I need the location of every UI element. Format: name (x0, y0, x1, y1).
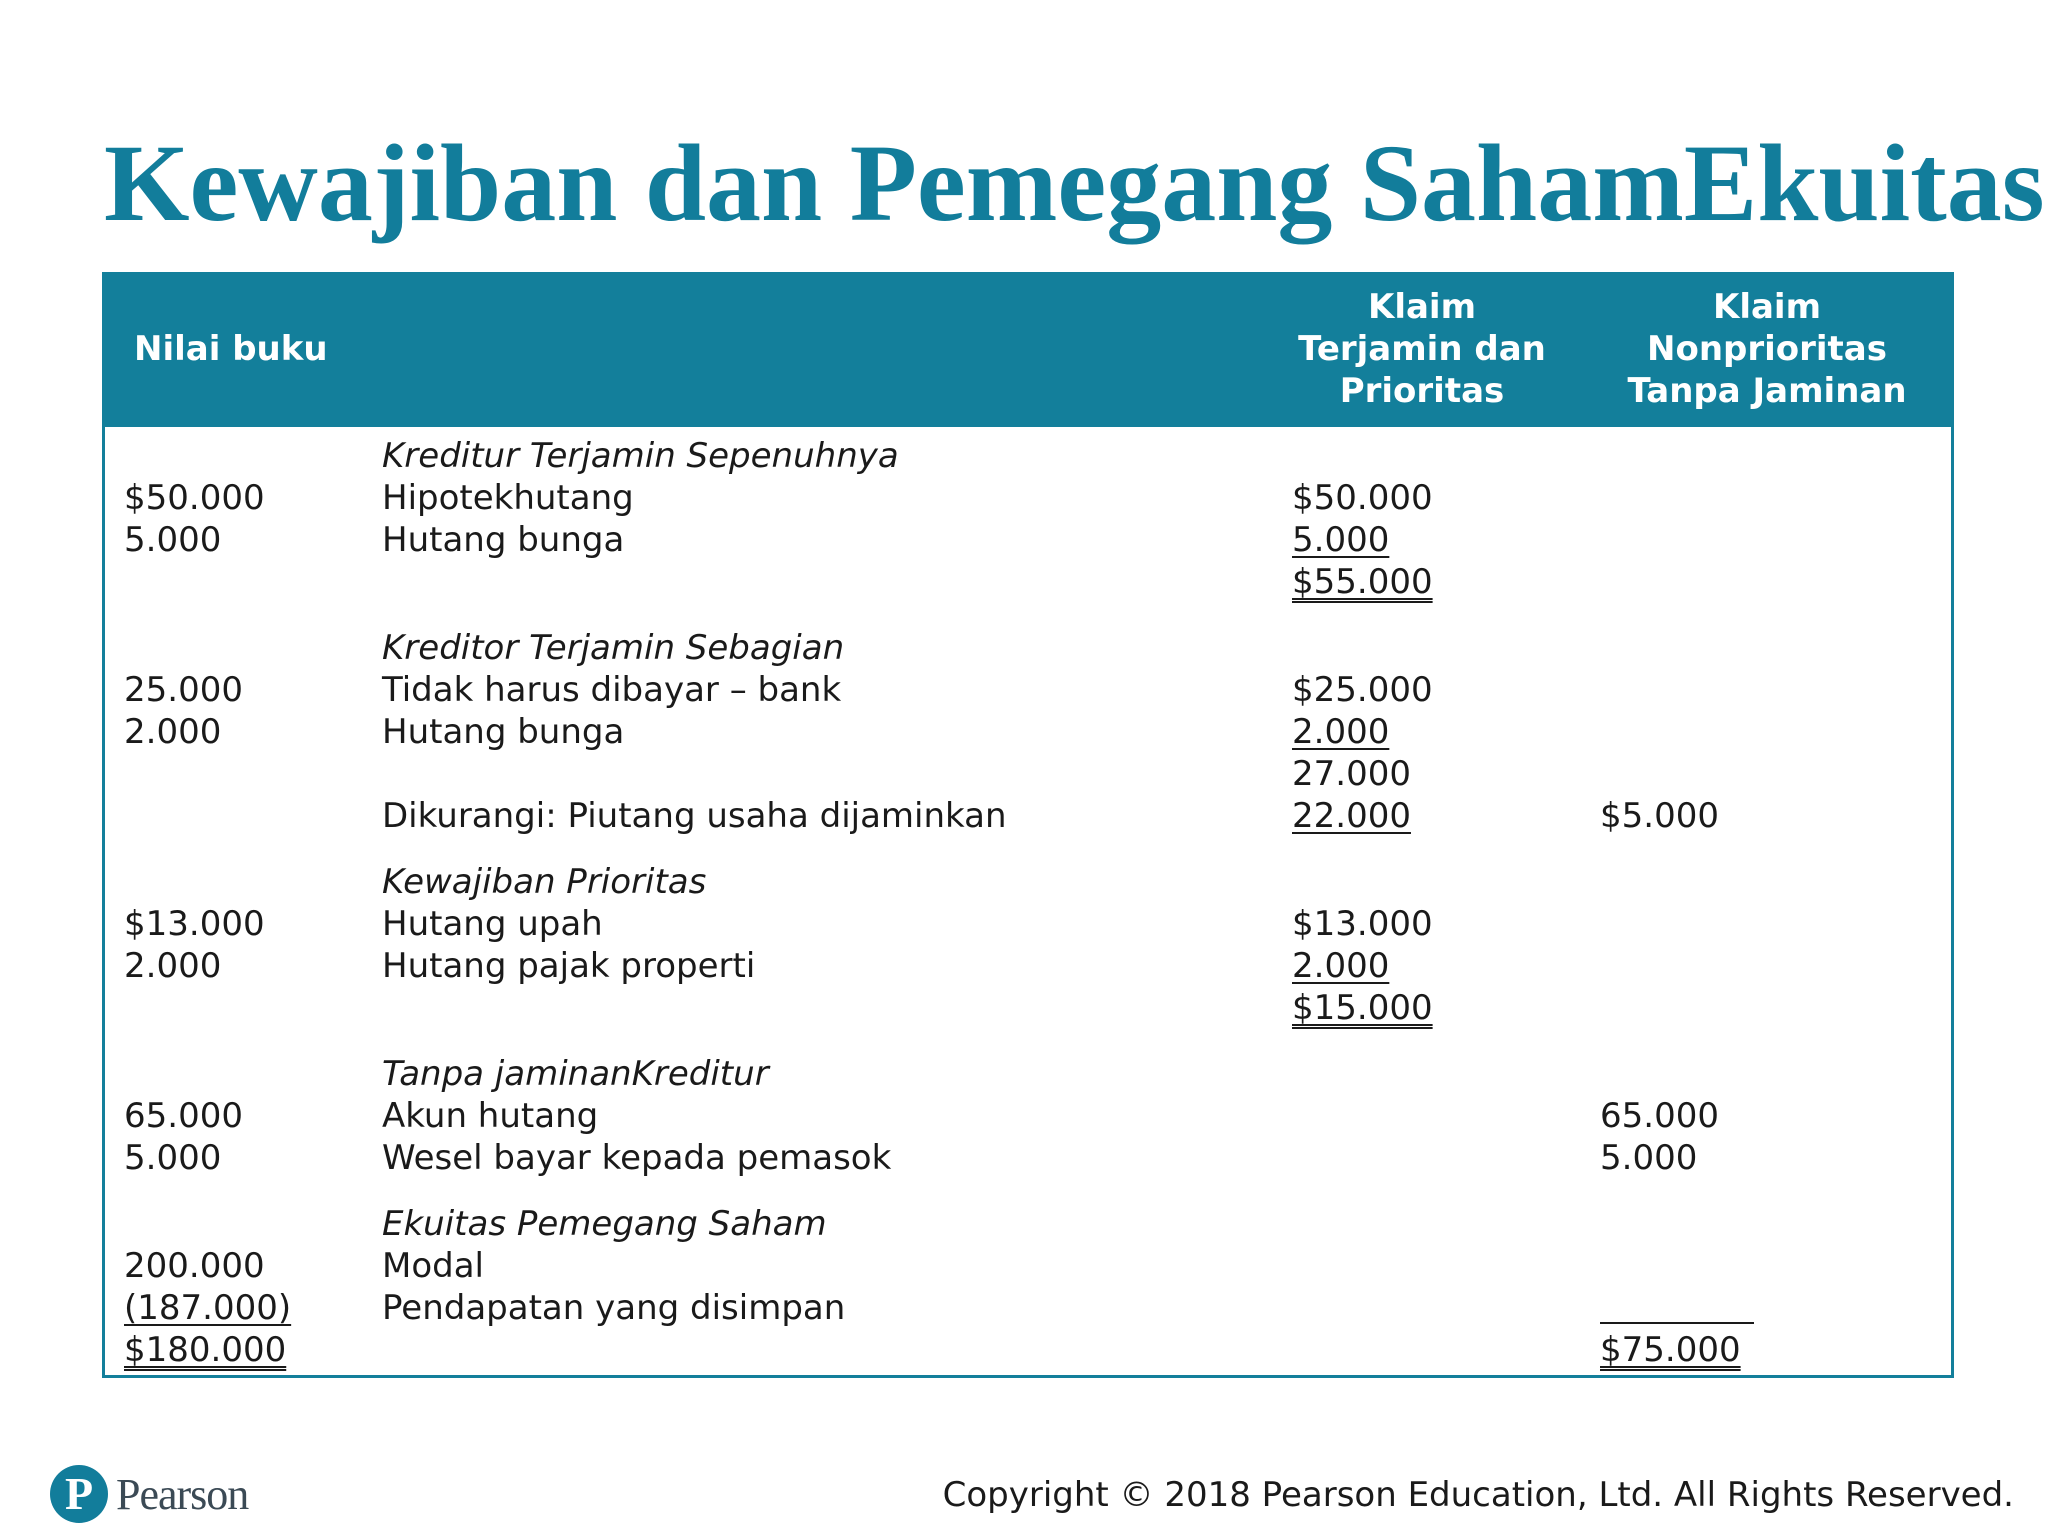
book-value: (187.000) (124, 1288, 292, 1328)
book-value: 200.000 (124, 1246, 265, 1286)
item-description: Akun hutang (382, 1096, 599, 1136)
pearson-logo-mark: P (50, 1465, 108, 1523)
book-value: 5.000 (124, 520, 222, 560)
unsecured-claim-value: $5.000 (1600, 796, 1719, 836)
table-body (102, 427, 1954, 1378)
unsecured-claim-total: $75.000 (1600, 1330, 1741, 1370)
section-heading-equity: Ekuitas Pemegang Saham (382, 1204, 827, 1244)
item-description: Hipotekhutang (382, 478, 634, 518)
secured-claim-value: 2.000 (1292, 712, 1390, 752)
book-value: 2.000 (124, 946, 222, 986)
item-description: Wesel bayar kepada pemasok (382, 1138, 892, 1178)
pearson-logo (50, 1462, 248, 1526)
page-title: Kewajiban dan Pemegang SahamEkuitas (104, 122, 2045, 244)
section-heading-fully-secured: Kreditur Terjamin Sepenuhnya (382, 436, 899, 476)
section-heading-partially-secured: Kreditor Terjamin Sebagian (382, 628, 845, 668)
item-description: Tidak harus dibayar – bank (382, 670, 842, 710)
copyright-notice: Copyright © 2018 Pearson Education, Ltd. All Rights Reserved. (942, 1475, 2014, 1515)
section-heading-priority: Kewajiban Prioritas (382, 862, 707, 902)
header-secured-priority-claims: Klaim Terjamin dan Prioritas (1298, 287, 1546, 411)
header-unsecured-nonpriority-claims: Klaim Nonprioritas Tanpa Jaminan (1627, 287, 1907, 411)
book-value: $50.000 (124, 478, 265, 518)
book-value: 65.000 (124, 1096, 243, 1136)
item-description: Hutang upah (382, 904, 603, 944)
unsecured-claim-value: 5.000 (1600, 1138, 1698, 1178)
item-description: Hutang bunga (382, 712, 625, 752)
item-description: Pendapatan yang disimpan (382, 1288, 846, 1328)
book-value: 5.000 (124, 1138, 222, 1178)
table-header (102, 272, 1954, 427)
header-book-value: Nilai buku (134, 329, 328, 369)
secured-claim-value: $25.000 (1292, 670, 1433, 710)
book-value-total: $180.000 (124, 1330, 287, 1370)
secured-claim-value: $13.000 (1292, 904, 1433, 944)
secured-claim-total: $15.000 (1292, 988, 1433, 1028)
item-description: Hutang bunga (382, 520, 625, 560)
unsecured-claim-value: 65.000 (1600, 1096, 1719, 1136)
secured-claim-value: $50.000 (1292, 478, 1433, 518)
book-value: $13.000 (124, 904, 265, 944)
secured-claim-total: $55.000 (1292, 562, 1433, 602)
book-value: 2.000 (124, 712, 222, 752)
secured-claim-value: 22.000 (1292, 796, 1411, 836)
item-description: Modal (382, 1246, 484, 1286)
section-heading-unsecured: Tanpa jaminanKreditur (382, 1054, 769, 1094)
secured-claim-value: 2.000 (1292, 946, 1390, 986)
secured-claim-value: 5.000 (1292, 520, 1390, 560)
secured-claim-subtotal: 27.000 (1292, 754, 1411, 794)
sum-rule (1600, 1322, 1754, 1324)
book-value: 25.000 (124, 670, 243, 710)
item-description: Dikurangi: Piutang usaha dijaminkan (382, 796, 1007, 836)
pearson-logo-wordmark: Pearson (116, 1469, 249, 1519)
item-description: Hutang pajak properti (382, 946, 756, 986)
